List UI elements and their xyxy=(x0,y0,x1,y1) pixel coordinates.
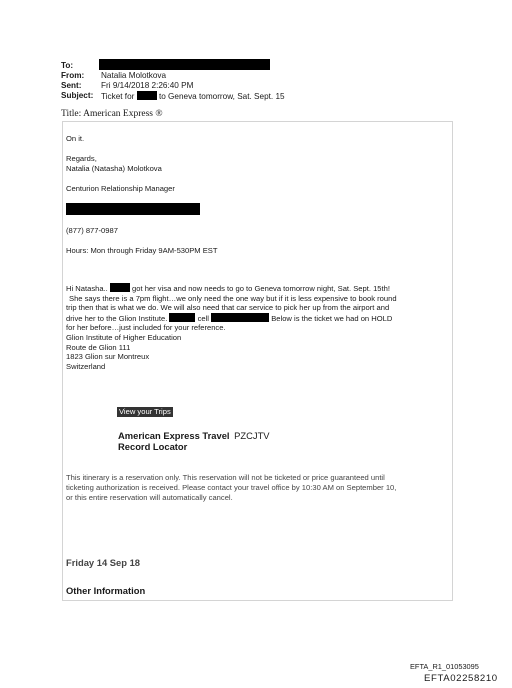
amex-travel-label: American Express Travel xyxy=(118,430,230,441)
regards-text: Regards, xyxy=(66,154,97,163)
date-heading: Friday 14 Sep 18 xyxy=(66,557,140,568)
redaction-name-1 xyxy=(110,283,130,292)
sent-value: Fri 9/14/2018 2:26:40 PM xyxy=(101,81,194,90)
record-locator-label: Record Locator xyxy=(118,441,188,452)
request-paragraph xyxy=(66,283,454,371)
sender-role: Centurion Relationship Manager xyxy=(66,184,175,193)
para-line-4: drive her to the Glion Institute. cell Below is the ticket we had on HOLD xyxy=(66,313,393,323)
footer-code-1: EFTA_R1_01053095 xyxy=(410,662,479,671)
subject-suffix: to Geneva tomorrow, Sat. Sept. 15 xyxy=(158,92,285,101)
sent-label: Sent: xyxy=(61,81,82,90)
redaction-to xyxy=(99,59,270,70)
phone-number: (877) 877-0987 xyxy=(66,226,118,235)
para-line-2: She says there is a 7pm flight…we only need the one way but if it is less expensive to book round xyxy=(69,293,397,303)
sender-name: Natalia (Natasha) Molotkova xyxy=(66,164,162,173)
record-code: PZCJTV xyxy=(234,430,270,441)
itinerary-line-3: or this entire reservation will automatically cancel. xyxy=(66,493,233,502)
para-line-5: for her before…just included for your reference. xyxy=(66,323,226,333)
address-line-2: Route de Glion 111 xyxy=(66,342,131,352)
office-hours: Hours: Mon through Friday 9AM-530PM EST xyxy=(66,246,218,255)
amex-travel-line xyxy=(118,430,270,441)
other-information-heading: Other Information xyxy=(66,585,146,596)
footer-code-2: EFTA02258210 xyxy=(424,673,498,684)
address-line-1: Glion Institute of Higher Education xyxy=(66,332,182,342)
subject-label: Subject: xyxy=(61,91,94,100)
para-line-1: Hi Natasha.. got her visa and now needs to go to Geneva tomorrow night, Sat. Sept. 15th! xyxy=(66,284,390,293)
redaction-cell xyxy=(211,313,269,322)
address-line-3: 1823 Glion sur Montreux xyxy=(66,352,150,362)
para-line-3: trip then that is what we do. We will also need that car service to pick her up from the airport and xyxy=(66,303,390,313)
from-label: From: xyxy=(61,71,85,80)
address-line-4: Switzerland xyxy=(66,361,106,371)
subject-prefix: Ticket for xyxy=(101,92,135,101)
to-label: To: xyxy=(61,61,74,70)
document-title: Title: American Express ® xyxy=(61,109,163,119)
view-trips-link[interactable]: View your Trips xyxy=(119,407,171,416)
subject-value xyxy=(101,91,285,102)
redaction-subject xyxy=(137,91,157,100)
itinerary-line-1: This itinerary is a reservation only. This reservation will not be ticketed or price guaranteed until xyxy=(66,473,385,482)
on-it-text: On it. xyxy=(66,134,85,143)
from-value: Natalia Molotkova xyxy=(101,71,167,80)
redaction-signature xyxy=(66,203,200,215)
redaction-name-2 xyxy=(169,313,195,322)
itinerary-line-2: ticketing authorization is received. Please contact your travel office by 10:30 AM on September 10, xyxy=(66,483,397,492)
